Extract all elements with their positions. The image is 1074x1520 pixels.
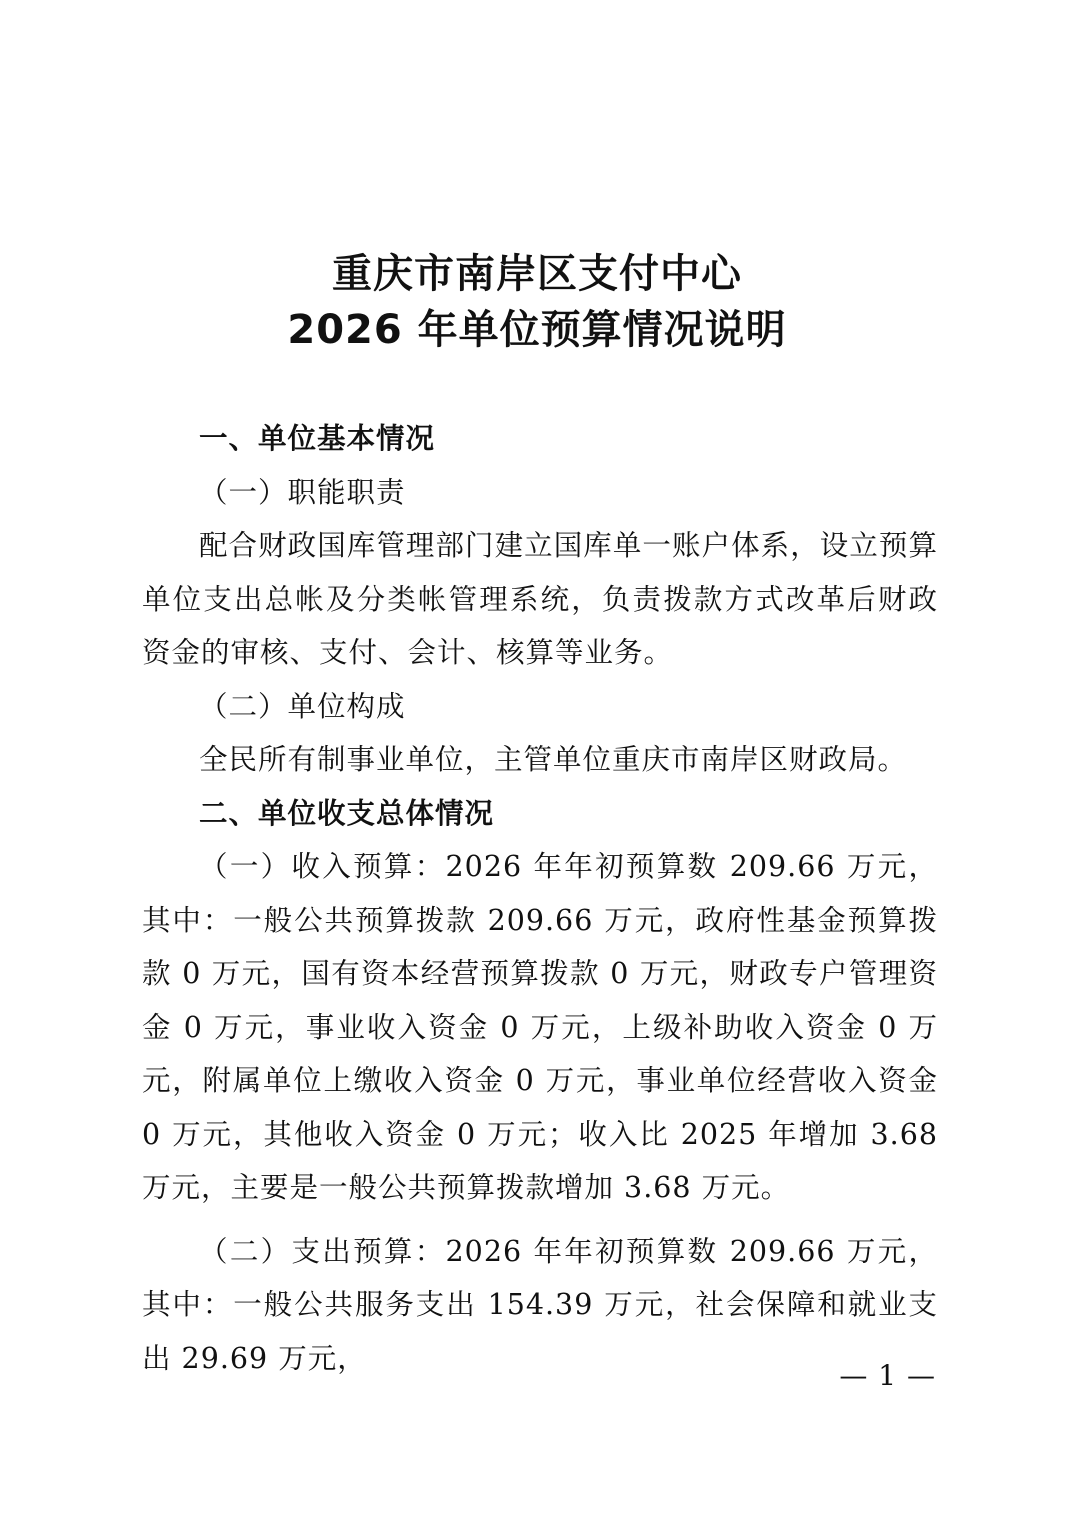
paragraph-gap — [142, 1215, 938, 1225]
section2-expense-text: （二）支出预算：2026 年年初预算数 209.66 万元，其中：一般公共服务支出 154.39 万元，社会保障和就业支出 29.69 万元， — [142, 1234, 938, 1375]
document-title-line1: 重庆市南岸区支付中心 — [332, 251, 742, 297]
document-body — [142, 412, 938, 1385]
section1-sub1-text: 配合财政国库管理部门建立国库单一账户体系，设立预算单位支出总帐及分类帐管理系统，负责拨款方式改革后财政资金的审核、支付、会计、核算等业务。 — [142, 529, 938, 669]
page-number: — 1 — — [839, 1359, 936, 1392]
section1-sub2-heading: （二）单位构成 — [199, 689, 406, 723]
section1-sub2-text: 全民所有制事业单位，主管单位重庆市南岸区财政局。 — [199, 743, 908, 776]
section1-sub1-heading: （一）职能职责 — [199, 475, 406, 509]
section1-heading: 一、单位基本情况 — [199, 422, 436, 455]
document-title-line2: 2026 年单位预算情况说明 — [287, 307, 787, 353]
section2-heading: 二、单位收支总体情况 — [199, 796, 495, 830]
section2-income-text: （一）收入预算：2026 年年初预算数 209.66 万元，其中：一般公共预算拨款 209.66 万元，政府性基金预算拨款 0 万元，国有资本经营预算拨款 0 万元，财政专户管理资金 0 万元，事业收入资金 0 万元，上级补助收入资金 0 万元，附属单位上缴收入资金 0 万元，事业单位经营收入资金 0 万元，其他收入资金 0 万元；收入比 2025 年增加 3.68 万元，主要是一般公共预算拨款增加 3.68 万元。 — [142, 850, 938, 1204]
